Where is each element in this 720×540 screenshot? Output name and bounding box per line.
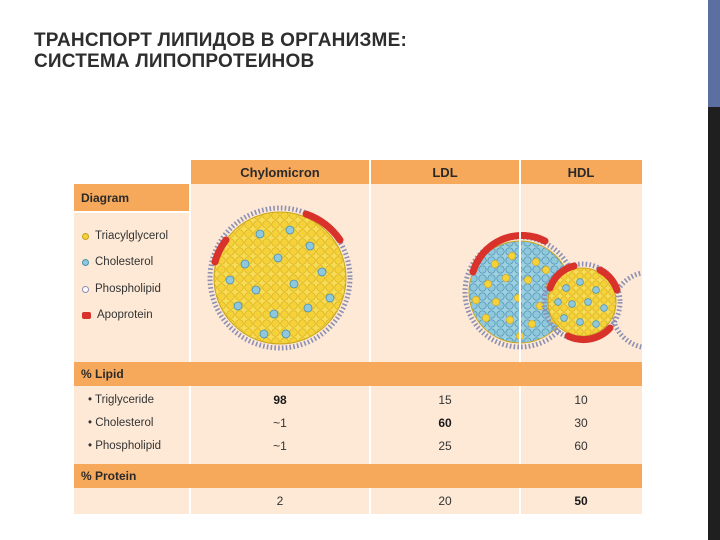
table-corner: [74, 160, 190, 184]
phospholipid-chylomicron-value: ~1: [273, 439, 287, 453]
legend-item: [82, 230, 168, 242]
lipoprotein-table: [74, 160, 642, 514]
apoprotein-icon: [82, 312, 91, 319]
phospholipid-ldl-value: 25: [438, 439, 452, 453]
cholesterol-hdl-value: 30: [574, 416, 588, 430]
triacylglycerol-dot-icon: [82, 233, 89, 240]
lipid-row-label: • Triglyceride: [88, 394, 155, 406]
legend-label: Triacylglycerol: [95, 230, 169, 242]
legend-item: [82, 283, 161, 295]
slide-title: [34, 30, 674, 72]
grid-line: [74, 211, 190, 213]
grid-line: [189, 386, 191, 464]
grid-line: [519, 488, 521, 514]
lipid-row-label: • Cholesterol: [88, 417, 154, 429]
column-header-chylomicron: Chylomicron: [190, 160, 370, 184]
grid-line: [189, 160, 191, 362]
lipid-body: [74, 386, 642, 464]
phospholipid-hdl-value: 60: [574, 439, 588, 453]
legend-label: Cholesterol: [95, 256, 154, 268]
cholesterol-dot-icon: [82, 259, 89, 266]
side-strip: [708, 107, 720, 540]
column-header-ldl: LDL: [370, 160, 520, 184]
phospholipid-dot-icon: [82, 286, 89, 293]
accent-bar: [708, 0, 720, 107]
row-label-lipid: % Lipid: [74, 362, 642, 386]
grid-line: [519, 386, 521, 464]
protein-ldl-value: 20: [438, 494, 452, 508]
grid-line: [369, 160, 371, 362]
legend-label: Phospholipid: [95, 283, 161, 295]
legend-item: [82, 309, 153, 321]
legend-cell: [74, 212, 190, 362]
triglyceride-ldl-value: 15: [438, 393, 452, 407]
protein-chylomicron-value: 2: [276, 494, 284, 508]
row-label-diagram: Diagram: [74, 184, 190, 212]
column-header-hdl: HDL: [520, 160, 642, 184]
slide-title-line-1: ТРАНСПОРТ ЛИПИДОВ В ОРГАНИЗМЕ:: [34, 30, 407, 51]
protein-body: [74, 488, 642, 514]
grid-line: [369, 488, 371, 514]
hdl-diagram-svg: [520, 184, 642, 362]
legend-label: Apoprotein: [97, 309, 153, 321]
legend-item: [82, 256, 153, 268]
triglyceride-chylomicron-value: 98: [273, 393, 287, 407]
chylomicron-diagram: [210, 208, 350, 348]
cholesterol-chylomicron-value: ~1: [273, 416, 287, 430]
lipid-row-label: • Phospholipid: [88, 440, 162, 452]
triglyceride-hdl-value: 10: [574, 393, 588, 407]
grid-line: [369, 386, 371, 464]
protein-hdl-value: 50: [574, 494, 588, 508]
grid-line: [189, 488, 191, 514]
cholesterol-ldl-value: 60: [438, 416, 452, 430]
slide-title-line-2: СИСТЕМА ЛИПОПРОТЕИНОВ: [34, 51, 315, 72]
grid-line: [519, 160, 521, 362]
row-label-protein: % Protein: [74, 464, 642, 488]
